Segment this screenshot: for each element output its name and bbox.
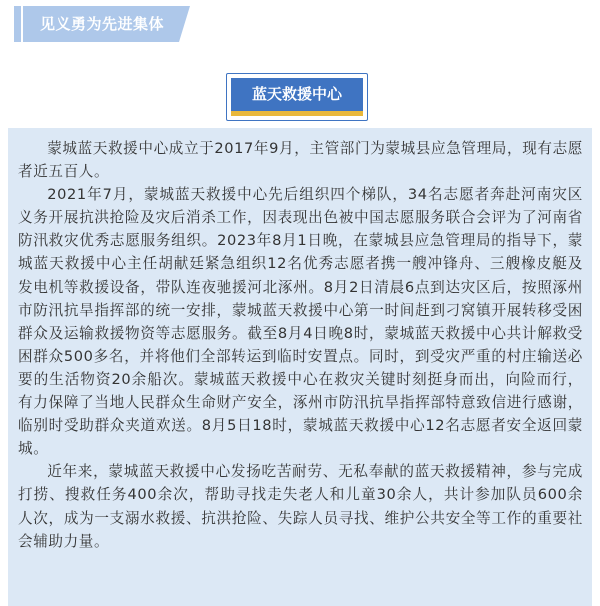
badge-gold-stripe	[231, 111, 363, 116]
section-title-badge	[226, 73, 368, 121]
article-body	[18, 137, 583, 553]
header-title: 见义勇为先进集体	[40, 15, 165, 33]
paragraph-rescue-history: 2021年7月，蒙城蓝天救援中心先后组织四个梯队，34名志愿者奔赴河南灾区义务开展抗洪抢险及灾后消杀工作，因表现出色被中国志愿服务联合会评为了河南省防汛救灾优秀志愿服务组织。2023年8月1日晚，在蒙城县应急管理局的指导下，蒙城蓝天救援中心主任胡献廷紧急组织12名优秀志愿者携一艘冲锋舟、三艘橡皮艇及发电机等救援设备，带队连夜驰援河北涿州。8月2日清晨6点到达灾区后，按照涿州市防汛抗旱指挥部的统一安排，蒙城蓝天救援中心第一时间赶到刁窝镇开展转移受困群众及运输救援物资等志愿服务。截至8月4日晚8时，蒙城蓝天救援中心共计解救受困群众500多名，并将他们全部转运到临时安置点。同时，到受灾严重的村庄输送必要的生活物资20余船次。蒙城蓝天救援中心在救灾关键时刻挺身而出，向险而行，有力保障了当地人民群众生命财产安全，涿州市防汛抗旱指挥部特意致信进行感谢，临别时受助群众夹道欢送。8月5日18时，蒙城蓝天救援中心12名志愿者安全返回蒙城。	[18, 186, 583, 458]
section-title: 蓝天救援中心	[251, 85, 342, 103]
section-header-tab	[14, 6, 190, 42]
paragraph-intro: 蒙城蓝天救援中心成立于2017年9月，主管部门为蒙城县应急管理局，现有志愿者近五百人。	[18, 140, 583, 181]
paragraph-achievements: 近年来，蒙城蓝天救援中心发扬吃苦耐劳、无私奉献的蓝天救援精神，参与完成打捞、搜救任务400余次，帮助寻找走失老人和儿童30余人，共计参加队员600余人次，成为一支溺水救援、抗洪抢险、失踪人员寻找、维护公共安全等工作的重要社会辅助力量。	[18, 463, 583, 550]
